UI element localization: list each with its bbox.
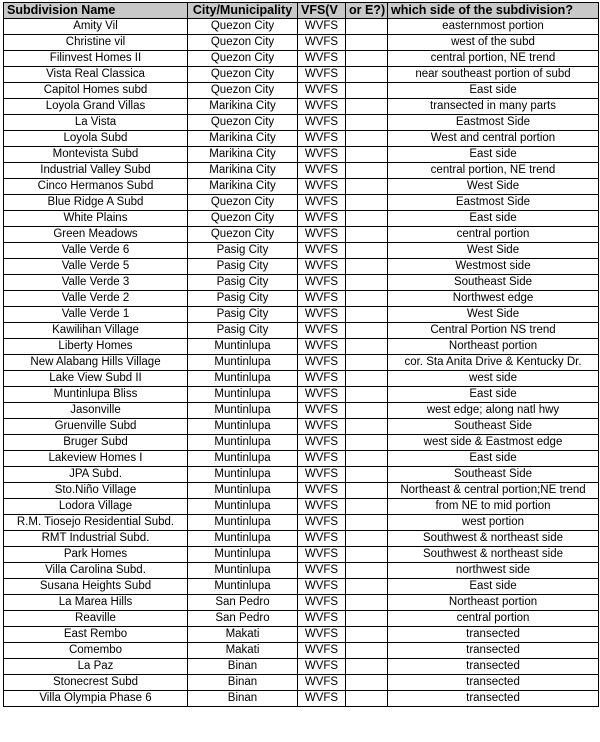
- table-row: [4, 291, 599, 307]
- cell-subdivision-name[interactable]: Cinco Hermanos Subd: [4, 179, 188, 195]
- cell-subdivision-name[interactable]: Gruenville Subd: [4, 419, 188, 435]
- cell-side[interactable]: Northeast portion: [388, 339, 599, 355]
- table-row: [4, 227, 599, 243]
- cell-v-or-e[interactable]: [346, 515, 388, 531]
- cell-city[interactable]: Quezon City: [188, 19, 298, 35]
- cell-side[interactable]: transected: [388, 691, 599, 707]
- cell-vfs[interactable]: WVFS: [298, 563, 346, 579]
- cell-city[interactable]: Marikina City: [188, 99, 298, 115]
- cell-vfs[interactable]: WVFS: [298, 579, 346, 595]
- cell-subdivision-name[interactable]: La Marea Hills: [4, 595, 188, 611]
- cell-vfs[interactable]: WVFS: [298, 659, 346, 675]
- cell-side[interactable]: central portion, NE trend: [388, 51, 599, 67]
- cell-side[interactable]: East side: [388, 387, 599, 403]
- table-row: [4, 419, 599, 435]
- cell-city[interactable]: Pasig City: [188, 291, 298, 307]
- cell-v-or-e[interactable]: [346, 67, 388, 83]
- cell-city[interactable]: Binan: [188, 675, 298, 691]
- cell-subdivision-name[interactable]: Green Meadows: [4, 227, 188, 243]
- cell-subdivision-name[interactable]: Loyola Subd: [4, 131, 188, 147]
- table-row: [4, 387, 599, 403]
- cell-subdivision-name[interactable]: JPA Subd.: [4, 467, 188, 483]
- cell-city[interactable]: Muntinlupa: [188, 419, 298, 435]
- cell-side[interactable]: central portion: [388, 611, 599, 627]
- cell-vfs[interactable]: WVFS: [298, 675, 346, 691]
- cell-v-or-e[interactable]: [346, 51, 388, 67]
- cell-v-or-e[interactable]: [346, 483, 388, 499]
- cell-city[interactable]: Pasig City: [188, 243, 298, 259]
- cell-side[interactable]: Northwest edge: [388, 291, 599, 307]
- cell-city[interactable]: Quezon City: [188, 211, 298, 227]
- cell-city[interactable]: San Pedro: [188, 611, 298, 627]
- table-row: [4, 675, 599, 691]
- table-row: [4, 515, 599, 531]
- cell-city[interactable]: Pasig City: [188, 323, 298, 339]
- cell-v-or-e[interactable]: [346, 355, 388, 371]
- cell-v-or-e[interactable]: [346, 35, 388, 51]
- cell-side[interactable]: East side: [388, 83, 599, 99]
- cell-city[interactable]: Muntinlupa: [188, 403, 298, 419]
- cell-vfs[interactable]: WVFS: [298, 243, 346, 259]
- cell-subdivision-name[interactable]: Sto.Niño Village: [4, 483, 188, 499]
- cell-city[interactable]: Binan: [188, 691, 298, 707]
- table-row: [4, 195, 599, 211]
- table-row: [4, 451, 599, 467]
- cell-city[interactable]: Quezon City: [188, 83, 298, 99]
- cell-city[interactable]: Pasig City: [188, 259, 298, 275]
- cell-side[interactable]: west of the subd: [388, 35, 599, 51]
- header-which-side[interactable]: which side of the subdivision?: [388, 3, 599, 19]
- cell-v-or-e[interactable]: [346, 547, 388, 563]
- cell-city[interactable]: Quezon City: [188, 35, 298, 51]
- table-row: [4, 371, 599, 387]
- cell-subdivision-name[interactable]: Lodora Village: [4, 499, 188, 515]
- cell-city[interactable]: Muntinlupa: [188, 483, 298, 499]
- cell-city[interactable]: Quezon City: [188, 195, 298, 211]
- table-row: [4, 51, 599, 67]
- table-row: [4, 35, 599, 51]
- cell-city[interactable]: Muntinlupa: [188, 531, 298, 547]
- table-row: [4, 163, 599, 179]
- cell-v-or-e[interactable]: [346, 627, 388, 643]
- cell-side[interactable]: East side: [388, 579, 599, 595]
- cell-v-or-e[interactable]: [346, 403, 388, 419]
- header-subdivision-name[interactable]: Subdivision Name: [4, 3, 188, 19]
- cell-side[interactable]: transected: [388, 659, 599, 675]
- cell-v-or-e[interactable]: [346, 115, 388, 131]
- cell-vfs[interactable]: WVFS: [298, 531, 346, 547]
- cell-v-or-e[interactable]: [346, 19, 388, 35]
- cell-vfs[interactable]: WVFS: [298, 259, 346, 275]
- cell-subdivision-name[interactable]: Amity Vil: [4, 19, 188, 35]
- cell-side[interactable]: from NE to mid portion: [388, 499, 599, 515]
- cell-v-or-e[interactable]: [346, 611, 388, 627]
- cell-side[interactable]: west side: [388, 371, 599, 387]
- header-v-or-e[interactable]: or E?): [346, 3, 388, 19]
- cell-side[interactable]: Eastmost Side: [388, 115, 599, 131]
- cell-side[interactable]: west portion: [388, 515, 599, 531]
- cell-subdivision-name[interactable]: Loyola Grand Villas: [4, 99, 188, 115]
- cell-side[interactable]: East side: [388, 147, 599, 163]
- cell-vfs[interactable]: WVFS: [298, 451, 346, 467]
- cell-subdivision-name[interactable]: Filinvest Homes II: [4, 51, 188, 67]
- cell-v-or-e[interactable]: [346, 291, 388, 307]
- cell-side[interactable]: Westmost side: [388, 259, 599, 275]
- cell-subdivision-name[interactable]: Valle Verde 2: [4, 291, 188, 307]
- cell-vfs[interactable]: WVFS: [298, 483, 346, 499]
- cell-v-or-e[interactable]: [346, 659, 388, 675]
- cell-vfs[interactable]: WVFS: [298, 435, 346, 451]
- header-city-municipality[interactable]: City/Municipality: [188, 3, 298, 19]
- cell-side[interactable]: west side & Eastmost edge: [388, 435, 599, 451]
- cell-v-or-e[interactable]: [346, 675, 388, 691]
- cell-subdivision-name[interactable]: RMT Industrial Subd.: [4, 531, 188, 547]
- table-row: [4, 115, 599, 131]
- cell-city[interactable]: Muntinlupa: [188, 435, 298, 451]
- cell-v-or-e[interactable]: [346, 563, 388, 579]
- cell-v-or-e[interactable]: [346, 259, 388, 275]
- cell-vfs[interactable]: WVFS: [298, 307, 346, 323]
- cell-vfs[interactable]: WVFS: [298, 211, 346, 227]
- cell-side[interactable]: transected: [388, 643, 599, 659]
- cell-v-or-e[interactable]: [346, 467, 388, 483]
- cell-vfs[interactable]: WVFS: [298, 115, 346, 131]
- cell-subdivision-name[interactable]: La Vista: [4, 115, 188, 131]
- cell-vfs[interactable]: WVFS: [298, 499, 346, 515]
- cell-city[interactable]: Quezon City: [188, 227, 298, 243]
- cell-city[interactable]: Muntinlupa: [188, 371, 298, 387]
- cell-side[interactable]: Eastmost Side: [388, 195, 599, 211]
- cell-city[interactable]: Marikina City: [188, 147, 298, 163]
- cell-subdivision-name[interactable]: Capitol Homes subd: [4, 83, 188, 99]
- table-row: [4, 611, 599, 627]
- cell-v-or-e[interactable]: [346, 435, 388, 451]
- table-row: [4, 243, 599, 259]
- cell-vfs[interactable]: WVFS: [298, 547, 346, 563]
- cell-side[interactable]: Southwest & northeast side: [388, 531, 599, 547]
- cell-vfs[interactable]: WVFS: [298, 515, 346, 531]
- cell-city[interactable]: Makati: [188, 627, 298, 643]
- cell-city[interactable]: Quezon City: [188, 51, 298, 67]
- table-row: [4, 355, 599, 371]
- cell-subdivision-name[interactable]: Kawilihan Village: [4, 323, 188, 339]
- cell-side[interactable]: East side: [388, 211, 599, 227]
- cell-subdivision-name[interactable]: New Alabang Hills Village: [4, 355, 188, 371]
- cell-subdivision-name[interactable]: Comembo: [4, 643, 188, 659]
- cell-v-or-e[interactable]: [346, 227, 388, 243]
- cell-side[interactable]: Southeast Side: [388, 467, 599, 483]
- cell-city[interactable]: Muntinlupa: [188, 467, 298, 483]
- cell-subdivision-name[interactable]: Vista Real Classica: [4, 67, 188, 83]
- cell-v-or-e[interactable]: [346, 531, 388, 547]
- cell-side[interactable]: near southeast portion of subd: [388, 67, 599, 83]
- cell-vfs[interactable]: WVFS: [298, 691, 346, 707]
- cell-vfs[interactable]: WVFS: [298, 275, 346, 291]
- cell-subdivision-name[interactable]: Liberty Homes: [4, 339, 188, 355]
- cell-v-or-e[interactable]: [346, 131, 388, 147]
- cell-subdivision-name[interactable]: Valle Verde 3: [4, 275, 188, 291]
- cell-subdivision-name[interactable]: Valle Verde 1: [4, 307, 188, 323]
- cell-city[interactable]: Muntinlupa: [188, 579, 298, 595]
- cell-city[interactable]: Marikina City: [188, 131, 298, 147]
- cell-vfs[interactable]: WVFS: [298, 371, 346, 387]
- cell-subdivision-name[interactable]: East Rembo: [4, 627, 188, 643]
- cell-side[interactable]: central portion, NE trend: [388, 163, 599, 179]
- table-row: [4, 179, 599, 195]
- cell-subdivision-name[interactable]: Stonecrest Subd: [4, 675, 188, 691]
- cell-subdivision-name[interactable]: Villa Carolina Subd.: [4, 563, 188, 579]
- left-edge: [0, 0, 3, 742]
- table-row: [4, 211, 599, 227]
- cell-v-or-e[interactable]: [346, 211, 388, 227]
- cell-side[interactable]: Southeast Side: [388, 275, 599, 291]
- table-row: [4, 563, 599, 579]
- cell-side[interactable]: East side: [388, 451, 599, 467]
- table-row: [4, 307, 599, 323]
- cell-v-or-e[interactable]: [346, 643, 388, 659]
- table-row: [4, 131, 599, 147]
- table-row: [4, 467, 599, 483]
- cell-side[interactable]: transected in many parts: [388, 99, 599, 115]
- cell-city[interactable]: Muntinlupa: [188, 451, 298, 467]
- cell-city[interactable]: Marikina City: [188, 179, 298, 195]
- cell-v-or-e[interactable]: [346, 339, 388, 355]
- cell-vfs[interactable]: WVFS: [298, 595, 346, 611]
- cell-city[interactable]: Makati: [188, 643, 298, 659]
- cell-subdivision-name[interactable]: Industrial Valley Subd: [4, 163, 188, 179]
- cell-subdivision-name[interactable]: La Paz: [4, 659, 188, 675]
- cell-side[interactable]: central portion: [388, 227, 599, 243]
- cell-subdivision-name[interactable]: Muntinlupa Bliss: [4, 387, 188, 403]
- table-row: [4, 531, 599, 547]
- cell-vfs[interactable]: WVFS: [298, 355, 346, 371]
- cell-subdivision-name[interactable]: Montevista Subd: [4, 147, 188, 163]
- cell-side[interactable]: transected: [388, 675, 599, 691]
- cell-subdivision-name[interactable]: Blue Ridge A Subd: [4, 195, 188, 211]
- cell-vfs[interactable]: WVFS: [298, 67, 346, 83]
- cell-v-or-e[interactable]: [346, 387, 388, 403]
- table-row: [4, 275, 599, 291]
- cell-vfs[interactable]: WVFS: [298, 83, 346, 99]
- subdivision-table: [3, 2, 599, 707]
- cell-city[interactable]: Muntinlupa: [188, 499, 298, 515]
- cell-v-or-e[interactable]: [346, 451, 388, 467]
- cell-v-or-e[interactable]: [346, 419, 388, 435]
- cell-vfs[interactable]: WVFS: [298, 163, 346, 179]
- cell-vfs[interactable]: WVFS: [298, 339, 346, 355]
- cell-v-or-e[interactable]: [346, 371, 388, 387]
- cell-vfs[interactable]: WVFS: [298, 627, 346, 643]
- cell-vfs[interactable]: WVFS: [298, 323, 346, 339]
- cell-side[interactable]: West Side: [388, 243, 599, 259]
- cell-side[interactable]: West Side: [388, 179, 599, 195]
- cell-v-or-e[interactable]: [346, 275, 388, 291]
- table-row: [4, 259, 599, 275]
- cell-side[interactable]: West and central portion: [388, 131, 599, 147]
- cell-side[interactable]: northwest side: [388, 563, 599, 579]
- cell-vfs[interactable]: WVFS: [298, 419, 346, 435]
- cell-vfs[interactable]: WVFS: [298, 403, 346, 419]
- cell-city[interactable]: Quezon City: [188, 67, 298, 83]
- cell-city[interactable]: Muntinlupa: [188, 387, 298, 403]
- cell-city[interactable]: Binan: [188, 659, 298, 675]
- cell-subdivision-name[interactable]: Valle Verde 5: [4, 259, 188, 275]
- cell-v-or-e[interactable]: [346, 691, 388, 707]
- cell-city[interactable]: Muntinlupa: [188, 339, 298, 355]
- cell-side[interactable]: Northeast portion: [388, 595, 599, 611]
- cell-v-or-e[interactable]: [346, 83, 388, 99]
- cell-subdivision-name[interactable]: Villa Olympia Phase 6: [4, 691, 188, 707]
- header-row: [4, 3, 599, 19]
- cell-vfs[interactable]: WVFS: [298, 387, 346, 403]
- cell-subdivision-name[interactable]: Park Homes: [4, 547, 188, 563]
- table-row: [4, 323, 599, 339]
- cell-v-or-e[interactable]: [346, 499, 388, 515]
- cell-city[interactable]: Pasig City: [188, 307, 298, 323]
- cell-side[interactable]: Northeast & central portion;NE trend: [388, 483, 599, 499]
- cell-vfs[interactable]: WVFS: [298, 35, 346, 51]
- cell-vfs[interactable]: WVFS: [298, 227, 346, 243]
- cell-subdivision-name[interactable]: Valle Verde 6: [4, 243, 188, 259]
- table-row: [4, 147, 599, 163]
- cell-city[interactable]: Muntinlupa: [188, 515, 298, 531]
- cell-side[interactable]: cor. Sta Anita Drive & Kentucky Dr.: [388, 355, 599, 371]
- cell-city[interactable]: Muntinlupa: [188, 547, 298, 563]
- cell-vfs[interactable]: WVFS: [298, 611, 346, 627]
- cell-city[interactable]: Quezon City: [188, 115, 298, 131]
- header-vfs[interactable]: VFS(V: [298, 3, 346, 19]
- table-row: [4, 19, 599, 35]
- cell-city[interactable]: Pasig City: [188, 275, 298, 291]
- table-row: [4, 691, 599, 707]
- cell-v-or-e[interactable]: [346, 243, 388, 259]
- cell-side[interactable]: transected: [388, 627, 599, 643]
- cell-subdivision-name[interactable]: White Plains: [4, 211, 188, 227]
- cell-city[interactable]: Muntinlupa: [188, 563, 298, 579]
- cell-v-or-e[interactable]: [346, 195, 388, 211]
- cell-subdivision-name[interactable]: Lake View Subd II: [4, 371, 188, 387]
- cell-v-or-e[interactable]: [346, 179, 388, 195]
- table-row: [4, 67, 599, 83]
- table-row: [4, 83, 599, 99]
- cell-vfs[interactable]: WVFS: [298, 467, 346, 483]
- table-row: [4, 435, 599, 451]
- cell-side[interactable]: West Side: [388, 307, 599, 323]
- cell-subdivision-name[interactable]: R.M. Tiosejo Residential Subd.: [4, 515, 188, 531]
- cell-v-or-e[interactable]: [346, 595, 388, 611]
- cell-city[interactable]: Marikina City: [188, 163, 298, 179]
- cell-subdivision-name[interactable]: Jasonville: [4, 403, 188, 419]
- cell-subdivision-name[interactable]: Reaville: [4, 611, 188, 627]
- cell-subdivision-name[interactable]: Lakeview Homes I: [4, 451, 188, 467]
- cell-vfs[interactable]: WVFS: [298, 19, 346, 35]
- table-row: [4, 547, 599, 563]
- table-row: [4, 499, 599, 515]
- cell-v-or-e[interactable]: [346, 147, 388, 163]
- table-row: [4, 579, 599, 595]
- cell-side[interactable]: Southeast Side: [388, 419, 599, 435]
- cell-vfs[interactable]: WVFS: [298, 99, 346, 115]
- cell-vfs[interactable]: WVFS: [298, 51, 346, 67]
- cell-city[interactable]: San Pedro: [188, 595, 298, 611]
- cell-side[interactable]: easternmost portion: [388, 19, 599, 35]
- cell-vfs[interactable]: WVFS: [298, 291, 346, 307]
- cell-vfs[interactable]: WVFS: [298, 131, 346, 147]
- cell-v-or-e[interactable]: [346, 307, 388, 323]
- cell-vfs[interactable]: WVFS: [298, 179, 346, 195]
- cell-v-or-e[interactable]: [346, 323, 388, 339]
- cell-subdivision-name[interactable]: Susana Heights Subd: [4, 579, 188, 595]
- table-row: [4, 595, 599, 611]
- table-row: [4, 483, 599, 499]
- cell-side[interactable]: Central Portion NS trend: [388, 323, 599, 339]
- cell-v-or-e[interactable]: [346, 163, 388, 179]
- table-row: [4, 643, 599, 659]
- cell-vfs[interactable]: WVFS: [298, 147, 346, 163]
- cell-subdivision-name[interactable]: Bruger Subd: [4, 435, 188, 451]
- cell-subdivision-name[interactable]: Christine vil: [4, 35, 188, 51]
- cell-side[interactable]: Southwest & northeast side: [388, 547, 599, 563]
- table-row: [4, 339, 599, 355]
- table-row: [4, 403, 599, 419]
- table-row: [4, 627, 599, 643]
- cell-side[interactable]: west edge; along natl hwy: [388, 403, 599, 419]
- cell-city[interactable]: Muntinlupa: [188, 355, 298, 371]
- cell-v-or-e[interactable]: [346, 99, 388, 115]
- cell-v-or-e[interactable]: [346, 579, 388, 595]
- cell-vfs[interactable]: WVFS: [298, 643, 346, 659]
- table-row: [4, 659, 599, 675]
- table-row: [4, 99, 599, 115]
- cell-vfs[interactable]: WVFS: [298, 195, 346, 211]
